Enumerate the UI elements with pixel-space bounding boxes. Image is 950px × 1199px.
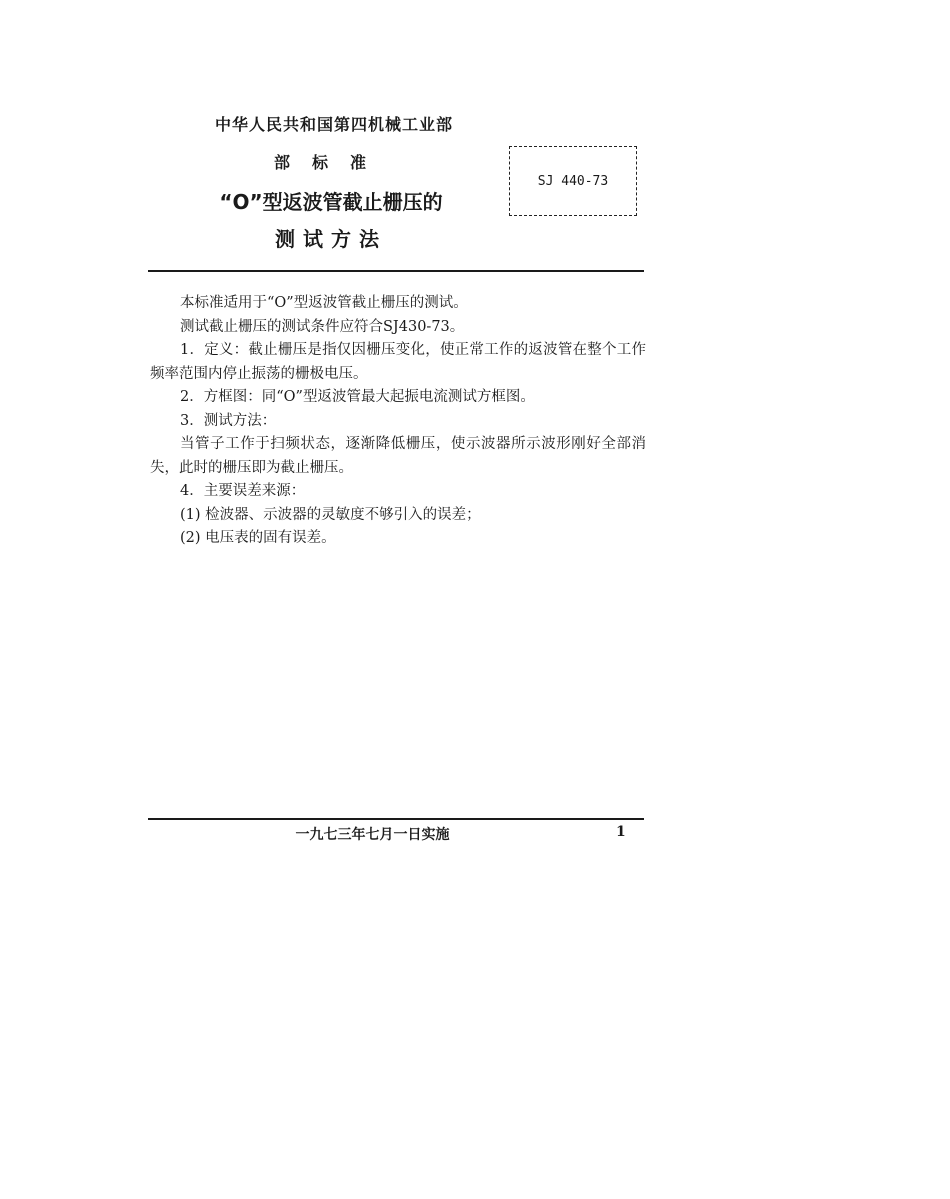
paragraph-errors-heading: 4．主要误差来源： — [180, 483, 306, 499]
paragraph-block-diagram: 2．方框图：同“O”型返波管最大起振电流测试方框图。 — [180, 389, 535, 405]
standard-type: 部标准 — [273, 153, 388, 172]
document-title-line1: “O”型返波管截止栅压的 — [219, 190, 443, 214]
page-number: 1 — [616, 824, 626, 840]
paragraph-error-1: (1) 检波器、示波器的灵敏度不够引入的误差； — [180, 506, 481, 523]
header-rule — [148, 270, 644, 272]
effective-date: 一九七三年七月一日实施 — [295, 827, 450, 843]
ministry-name: 中华人民共和国第四机械工业部 — [215, 115, 454, 134]
standard-code-box — [509, 146, 637, 216]
paragraph-scope: 本标准适用于“O”型返波管截止栅压的测试。 — [180, 295, 468, 311]
paragraph-method: 当管子工作于扫频状态，逐渐降低栅压，使示波器所示波形刚好全部消失，此时的栅压即为截止栅压。 — [150, 436, 646, 476]
body-text — [150, 292, 646, 551]
footer-rule — [148, 818, 644, 820]
document-title-line2: 测试方法 — [275, 227, 387, 251]
paragraph-definition: 1．定义：截止栅压是指仅因栅压变化，使正常工作的返波管在整个工作频率范围内停止振荡的栅极电压。 — [150, 342, 646, 382]
paragraph-method-heading: 3．测试方法： — [180, 412, 277, 429]
paragraph-error-2: (2) 电压表的固有误差。 — [180, 530, 336, 546]
standard-code: SJ 440-73 — [537, 173, 609, 189]
paragraph-conditions: 测试截止栅压的测试条件应符合SJ430-73。 — [180, 318, 465, 335]
